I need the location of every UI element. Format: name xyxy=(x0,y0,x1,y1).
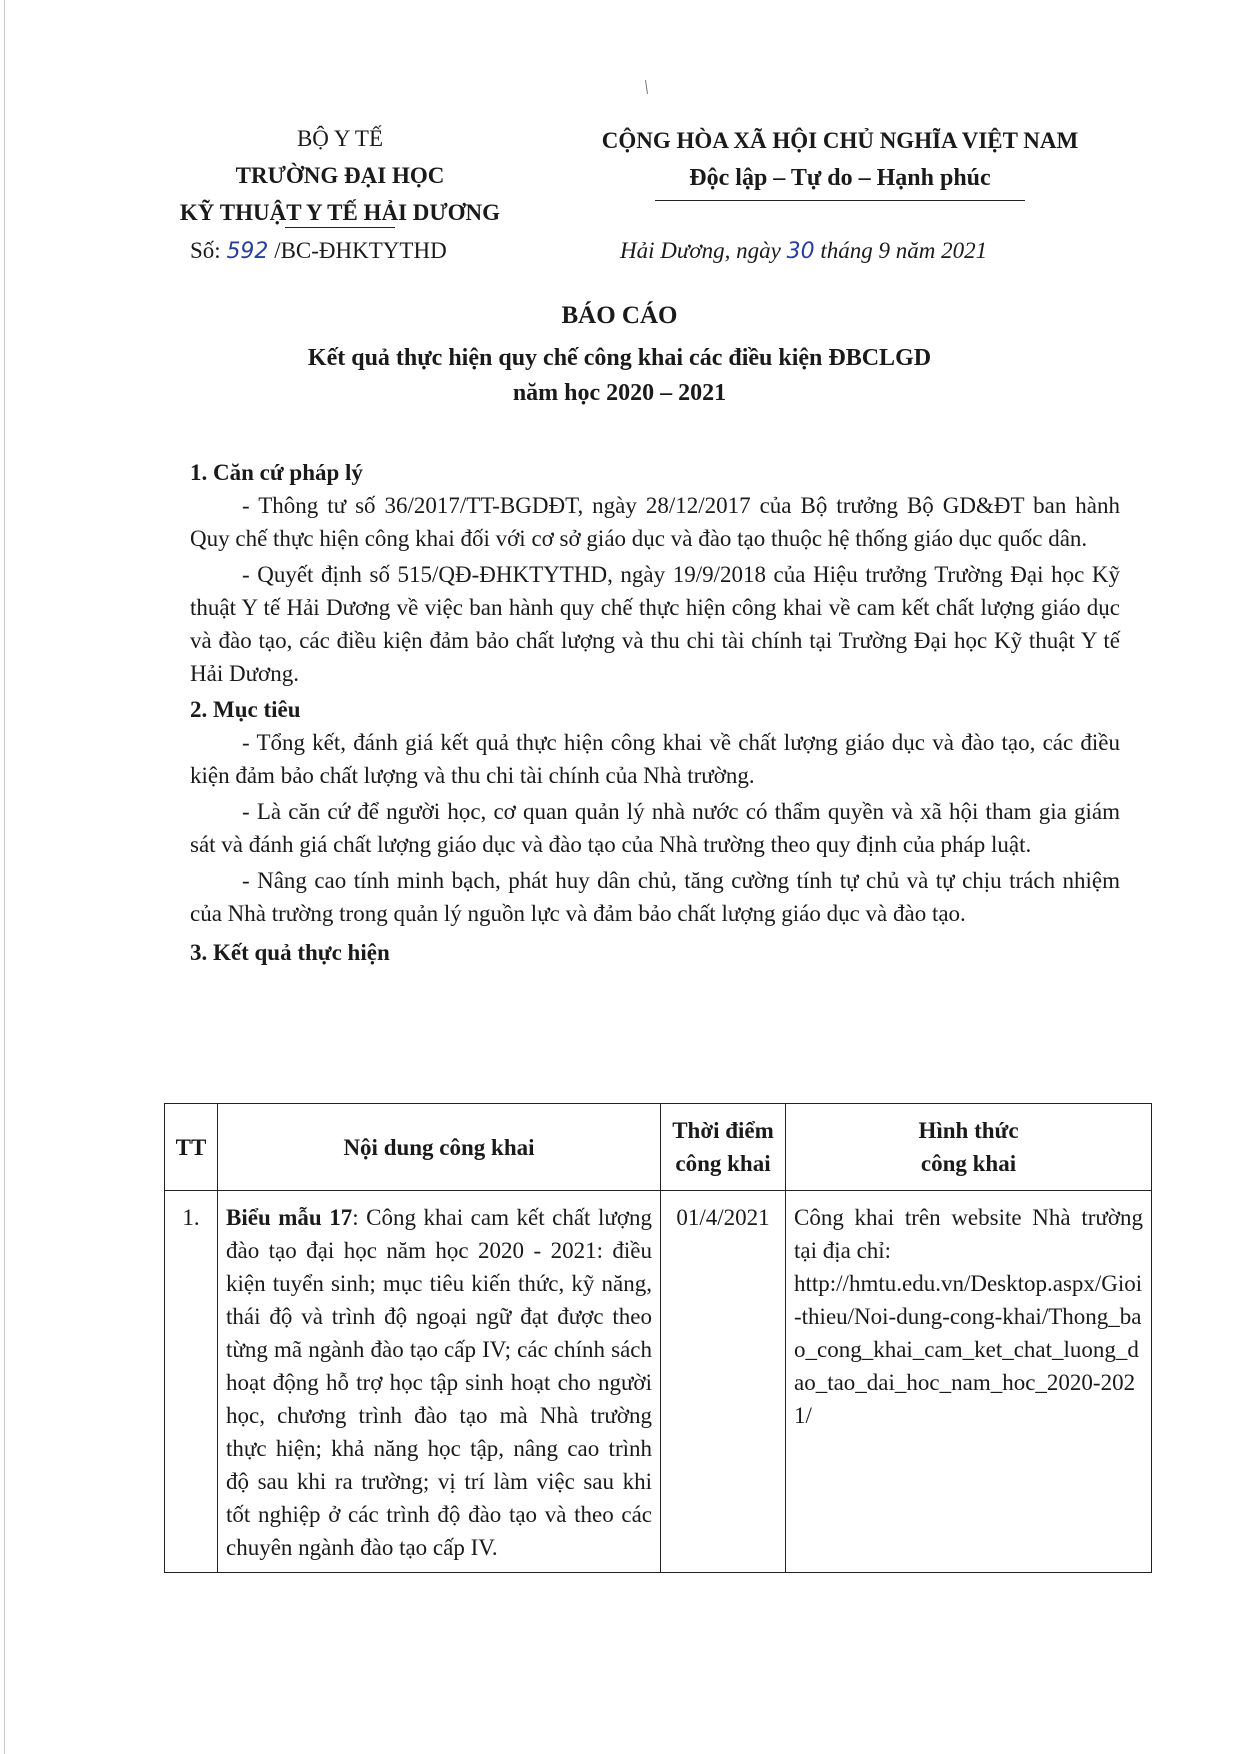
form-description: Công khai trên website Nhà trường tại địa chỉ: xyxy=(794,1205,1143,1263)
results-table xyxy=(164,1103,1152,1573)
header-tt: TT xyxy=(165,1104,218,1191)
cell-form xyxy=(786,1191,1152,1573)
section-1-paragraph-2: - Quyết định số 515/QĐ-ĐHKTYTHD, ngày 19/9/2018 của Hiệu trưởng Trường Đại học Kỹ thuật Y tế Hải Dương về việc ban hành quy chế thực hiện công khai về cam kết chất lượng giáo dục và đào tạo, các điều kiện đảm bảo chất lượng và thu chi tài chính tại Trường Đại học Kỹ thuật Y tế Hải Dương. xyxy=(190,562,1120,686)
header-time xyxy=(661,1104,786,1191)
date-suffix: tháng 9 năm 2021 xyxy=(814,238,988,263)
header-time-line2: công khai xyxy=(675,1151,771,1176)
scan-mark xyxy=(645,80,648,94)
cell-tt: 1. xyxy=(165,1191,218,1573)
country-name: CỘNG HÒA XÃ HỘI CHỦ NGHĨA VIỆT NAM xyxy=(601,128,1079,153)
report-subject-line2: năm học 2020 – 2021 xyxy=(512,380,727,406)
issuing-agency-block xyxy=(140,120,540,230)
scan-edge-line xyxy=(4,0,5,1754)
place-and-date xyxy=(620,238,987,264)
form-code-bold: Biểu mẫu 17 xyxy=(226,1205,353,1230)
docno-handwritten: 592 xyxy=(226,239,269,264)
section-2-heading: 2. Mục tiêu xyxy=(190,697,301,722)
section-1-heading: 1. Căn cứ pháp lý xyxy=(190,460,363,485)
section-2-paragraph-2: - Là căn cứ để người học, cơ quan quản lý nhà nước có thẩm quyền và xã hội tham gia giám sát và đánh giá chất lượng giáo dục và đào tạo của Nhà trường theo quy định của pháp luật. xyxy=(190,799,1120,857)
docno-prefix: Số: xyxy=(190,238,227,263)
national-motto: Độc lập – Tự do – Hạnh phúc xyxy=(689,165,991,191)
header-time-line1: Thời điểm xyxy=(672,1118,774,1143)
content-description: : Công khai cam kết chất lượng đào tạo đại học năm học 2020 - 2021: điều kiện tuyển sinh; mục tiêu kiến thức, kỹ năng, thái độ và trình độ ngoại ngữ đạt được theo từng mã ngành đào tạo cấp IV; các chính sách hoạt động hỗ trợ học tập sinh hoạt cho người học, chương trình đào tạo mà Nhà trường thực hiện; khả năng học tập, nâng cao trình độ sau khi ra trường; vị trí làm việc sau khi tốt nghiệp ở các trình độ đào tạo và theo các chuyên ngành đào tạo cấp IV. xyxy=(226,1205,652,1560)
table-row xyxy=(165,1191,1152,1573)
document-number xyxy=(190,238,447,264)
header-form xyxy=(786,1104,1152,1191)
report-type-title: BÁO CÁO xyxy=(561,302,678,329)
cell-content xyxy=(218,1191,661,1573)
header-content: Nội dung công khai xyxy=(218,1104,661,1191)
section-3-heading: 3. Kết quả thực hiện xyxy=(190,940,390,965)
header-form-line2: công khai xyxy=(920,1151,1017,1176)
section-2-paragraph-3: - Nâng cao tính minh bạch, phát huy dân chủ, tăng cường tính tự chủ và tự chịu trách nhiệm của Nhà trường trong quản lý nguồn lực và đảm bảo chất lượng giáo dục và đào tạo. xyxy=(190,868,1120,926)
motto-underline xyxy=(655,200,1025,201)
docno-suffix: /BC-ĐHKTYTHD xyxy=(268,238,447,263)
table-header-row xyxy=(165,1104,1152,1191)
national-heading-block xyxy=(570,122,1110,201)
section-2-paragraph-1: - Tổng kết, đánh giá kết quả thực hiện công khai về chất lượng giáo dục và đào tạo, các điều kiện đảm bảo chất lượng và thu chi tài chính của Nhà trường. xyxy=(190,730,1120,788)
report-subject-line1: Kết quả thực hiện quy chế công khai các điều kiện ĐBCLGD xyxy=(307,345,932,371)
school-name-line1: TRƯỜNG ĐẠI HỌC xyxy=(235,163,445,188)
ministry-name: BỘ Y TẾ xyxy=(296,126,384,151)
date-handwritten-day: 30 xyxy=(786,239,815,264)
report-body xyxy=(190,456,1120,969)
school-name-line2: KỸ THUẬT Y TẾ HẢI DƯƠNG xyxy=(179,200,501,225)
cell-time: 01/4/2021 xyxy=(661,1191,786,1573)
date-prefix: Hải Dương, ngày xyxy=(620,238,787,263)
website-url-link[interactable]: http://hmtu.edu.vn/Desktop.aspx/Gioi-thieu/Noi-dung-cong-khai/Thong_bao_cong_khai_cam_ket_chat_luong_dao_tao_dai_hoc_nam_hoc_2020-2021/ xyxy=(794,1271,1143,1428)
header-form-line1: Hình thức xyxy=(918,1118,1019,1143)
section-1-paragraph-1: - Thông tư số 36/2017/TT-BGDĐT, ngày 28/12/2017 của Bộ trưởng Bộ GD&ĐT ban hành Quy chế thực hiện công khai đối với cơ sở giáo dục và đào tạo thuộc hệ thống giáo dục quốc dân. xyxy=(190,493,1120,551)
